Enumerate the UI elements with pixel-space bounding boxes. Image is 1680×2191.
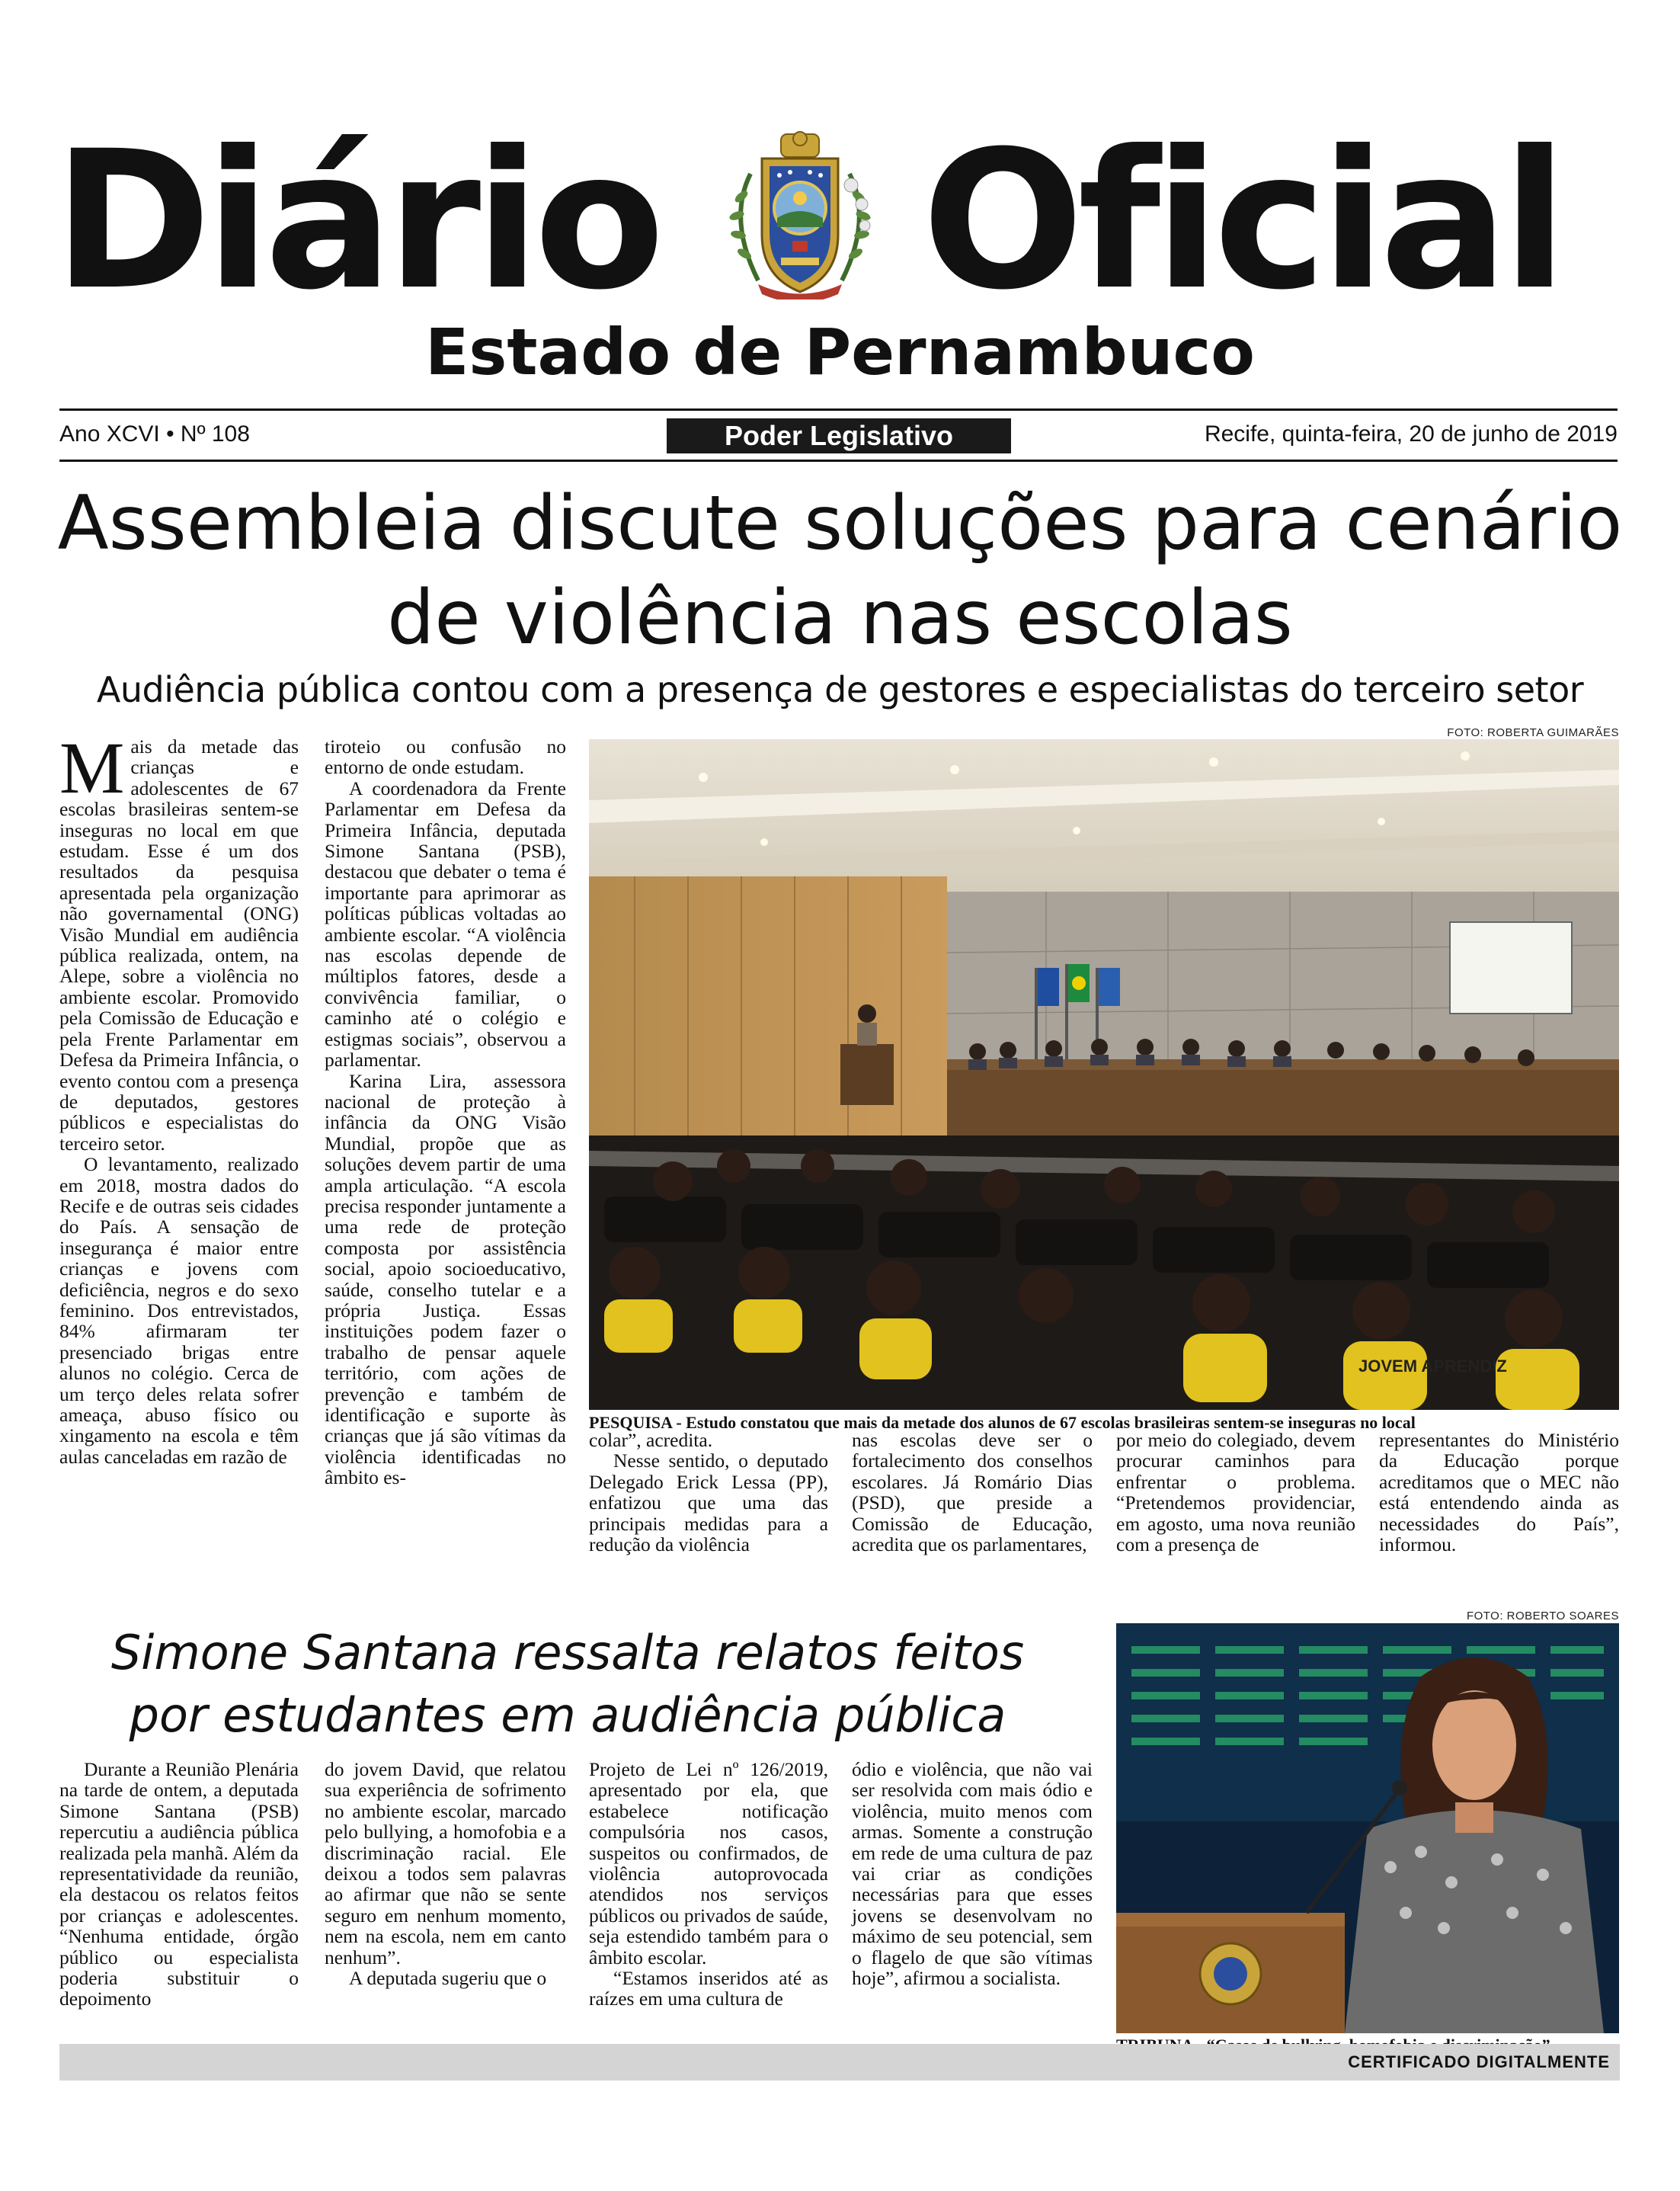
lead-col3-p0: colar”, acredita. <box>589 1429 713 1451</box>
lead-column-5 <box>1116 1430 1355 1555</box>
lead-deck: Audiência pública contou com a presença de gestores e especialistas do terceiro setor <box>96 669 1584 710</box>
deputy-photo <box>1116 1623 1619 2033</box>
lead-column-1 <box>59 727 299 1468</box>
masthead-title-right: Oficial <box>922 110 1562 332</box>
section-label: Poder Legislativo <box>667 418 1011 453</box>
second-headline-line2: por estudantes em audiência pública <box>129 1687 1006 1743</box>
second-column-3 <box>589 1759 828 2010</box>
lead-col1-p1: ais da metade das crianças e adolescentes de 67 escolas brasileiras sentem-se inseguras no local em que estudam. Esse é um dos resultados da pesquisa apresentada pela organização não governamental (ONG) Visão Mundial em audiência pública realizada, ontem, na Alepe, sobre a violência no ambiente escolar. Promovido pela Comissão de Educação e pela Frente Parlamentar em Defesa da Primeira Infância, o evento contou com a presença de deputados, gestores públicos e especialistas do terceiro setor. <box>59 735 299 1155</box>
lead-column-2 <box>325 736 566 1488</box>
photo-shirt-text: JOVEM APRENDIZ <box>1358 1357 1507 1376</box>
second-headline <box>69 1622 1067 1747</box>
issue-number: Ano XCVI • Nº 108 <box>59 421 250 447</box>
assembly-photo <box>589 739 1619 1410</box>
second-column-1 <box>59 1759 299 2010</box>
masthead-title-left: Diário <box>53 110 659 332</box>
second-col3-p1: “Estamos inseridos até as raízes em uma cultura de <box>589 1967 828 2010</box>
coat-of-arms-icon <box>720 128 880 300</box>
lead-column-4 <box>852 1430 1093 1555</box>
second-column-2 <box>325 1759 566 1988</box>
lead-col3-p1: Nesse sentido, o deputado Delegado Erick Lessa (PP), enfatizou que uma das principais medidas para a redução da violência <box>589 1449 828 1556</box>
publication-date: Recife, quinta-feira, 20 de junho de 2019 <box>1204 421 1618 447</box>
lead-photo-caption: PESQUISA - Estudo constatou que mais da metade dos alunos de 67 escolas brasileiras sentem-se inseguras no local <box>589 1413 1416 1432</box>
bottom-rule <box>59 460 1618 462</box>
lead-col2-p2: Karina Lira, assessora nacional de proteção à infância da ONG Visão Mundial, propõe que as soluções devem partir de uma ampla articulação. “A escola precisa responder juntamente a uma rede de proteção composta por assistência social, apoio socioeducativo, saúde, conselho tutelar e a própria Justiça. Essas instituições podem fazer o trabalho de pensar aquele território, com ações de prevenção e também de identificação e suporte às crianças que já são vítimas da violência identificadas no âmbito es- <box>325 1069 566 1489</box>
masthead-subtitle: Estado de Pernambuco <box>424 315 1256 389</box>
lead-col2-p1: A coordenadora da Frente Parlamentar em Defesa da Primeira Infância, deputada Simone Santana (PSB), destacou que debater o tema é importante para aprimorar as políticas públicas voltadas ao ambiente escolar. “A violência nas escolas depende de múltiplos fatores, desde a convivência familiar, o caminho até o colégio e estigmas sociais”, observou a parlamentar. <box>325 777 566 1071</box>
second-col2-p1: A deputada sugeriu que o <box>349 1967 547 1990</box>
lead-col5-p0: por meio do colegiado, devem procurar caminhos para enfrentar o problema. “Pretendemos providenciar, em agosto, uma nova reunião com a presença de <box>1116 1429 1355 1556</box>
top-rule <box>59 408 1618 411</box>
second-col2-p0: do jovem David, que relatou sua experiência de sofrimento no ambiente escolar, marcado pelo bullying, a homofobia e a discriminação racial. Ele deixou a todos sem palavras ao afirmar que não se sente seguro em nenhum momento, nem na escola, nem em canto nenhum”. <box>325 1758 566 1968</box>
second-headline-line1: Simone Santana ressalta relatos feitos <box>110 1625 1025 1680</box>
lead-col1-p2: O levantamento, realizado em 2018, mostra dados do Recife e de outras seis cidades do País. A sensação de insegurança é maior entre crianças e jovens com deficiência, negros e do sexo feminino. Dos entrevistados, 84% afirmaram ter presenciado brigas entre alunos no colégio. Cerca de um terço deles relata sofrer ameaça, abuso físico ou xingamento na escola e têm aulas canceladas em razão de <box>59 1153 299 1468</box>
footer-certified: CERTIFICADO DIGITALMENTE <box>1348 2052 1610 2071</box>
second-column-4 <box>852 1759 1093 1988</box>
lead-col2-p0: tiroteio ou confusão no entorno de onde estudam. <box>325 735 566 779</box>
drop-cap: M <box>59 727 125 809</box>
lead-column-3 <box>589 1430 828 1555</box>
lead-column-6 <box>1379 1430 1619 1555</box>
second-col4-p0: ódio e violência, que não vai ser resolvida com mais ódio e violência, muito menos com armas. Somente a construção em rede de uma cultura de paz vai criar as condições necessárias para que esses jovens se desenvolvam no máximo de seu potencial, sem o flagelo de que são vítimas hoje”, afirmou a socialista. <box>852 1758 1093 1990</box>
lead-headline: Assembleia discute soluções para cenário de violência nas escolas <box>57 480 1623 661</box>
second-col1-text: Durante a Reunião Plenária na tarde de ontem, a deputada Simone Santana (PSB) repercutiu a audiência pública realizada pela manhã. Além da representatividade da reunião, ela destacou os relatos feitos por crianças e adolescentes. “Nenhuma entidade, órgão público ou especialista poderia substituir o depoimento <box>59 1758 299 2010</box>
second-photo-credit: FOTO: ROBERTO SOARES <box>1466 1610 1619 1622</box>
second-col3-p0: Projeto de Lei nº 126/2019, apresentado por ela, que estabelece notificação compulsória nos casos, suspeitos ou confirmados, de violência autoprovocada atendidos nos serviços públicos ou privados de saúde, seja estendido também para o âmbito escolar. <box>589 1758 828 1968</box>
lead-col6-p0: representantes do Ministério da Educação porque acreditamos que o MEC não está entendendo ainda as necessidades do País”, informou. <box>1379 1429 1619 1556</box>
lead-col4-p0: nas escolas deve ser o fortalecimento dos conselhos escolares. Já Romário Dias (PSD), que preside a Comissão de Educação, acredita que os parlamentares, <box>852 1429 1093 1556</box>
photo-credit: FOTO: ROBERTA GUIMARÃES <box>1447 726 1619 739</box>
